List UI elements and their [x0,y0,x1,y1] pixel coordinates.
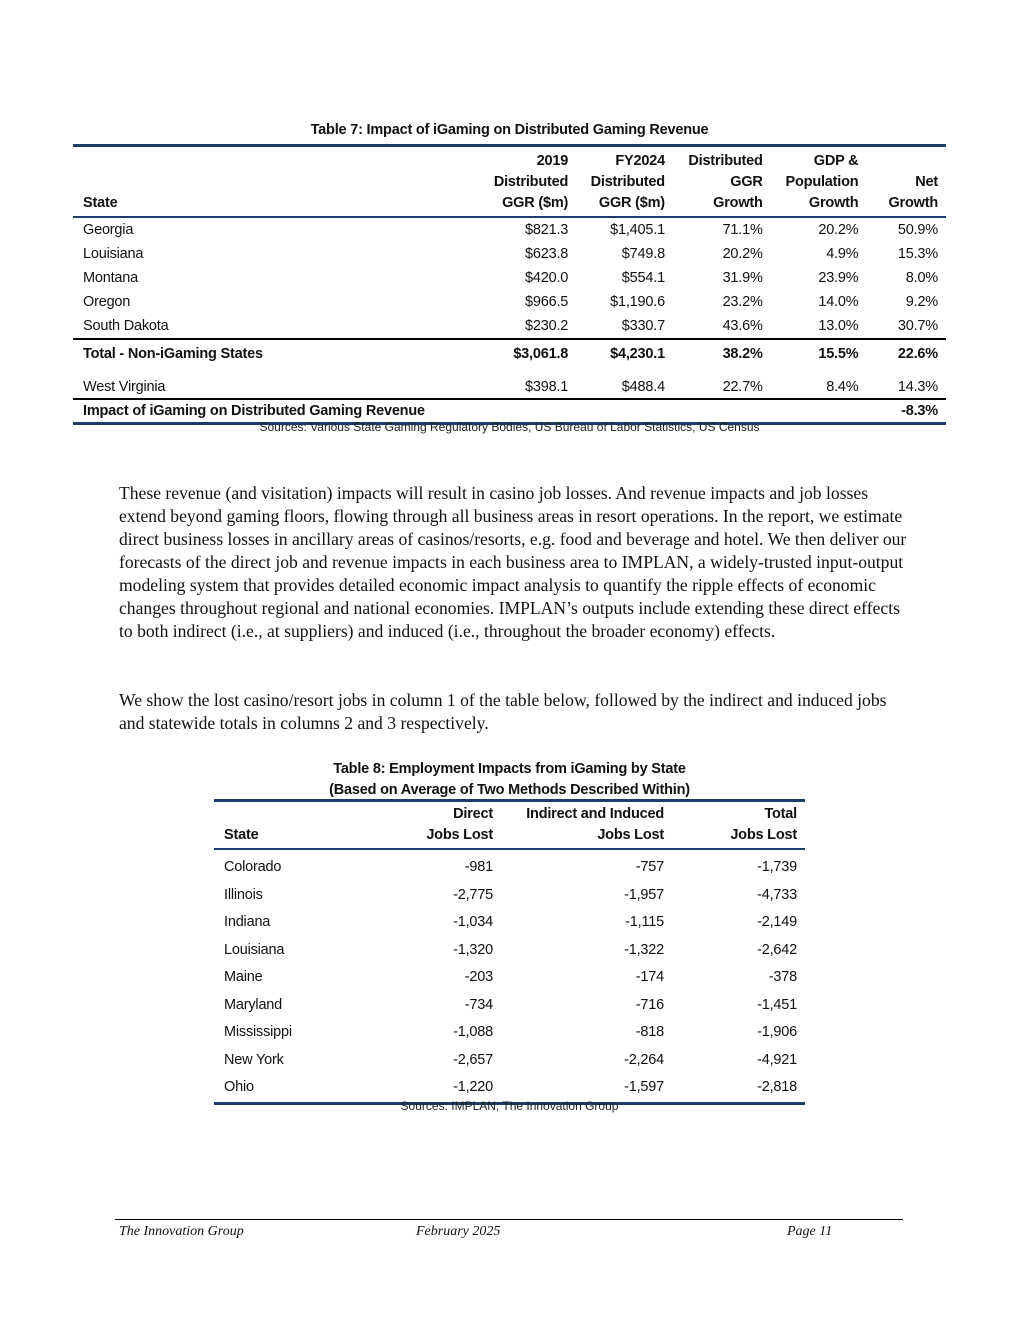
state-cell: Louisiana [224,941,285,958]
footer-organization: The Innovation Group [119,1224,244,1239]
column-header-line: Distributed [688,153,763,169]
column-header-line: Jobs Lost [426,827,493,843]
value-cell: 50.9% [897,222,938,238]
column-header [771,146,867,218]
value-cell: $398.1 [525,379,569,395]
table8-sources: Sources: IMPLAN, The Innovation Group [400,1099,619,1113]
column-header-line: Indirect and Induced [526,806,664,822]
column-header-line: Growth [888,195,938,211]
table-row [73,217,946,242]
value-cell: -1,451 [757,996,797,1013]
value-cell: $1,405.1 [610,222,665,238]
table7-revenue-impact [73,144,946,425]
column-header-line: 2019 [536,153,569,169]
value-cell: 30.7% [897,318,938,334]
value-cell: 15.3% [897,246,938,262]
value-cell: -2,642 [757,941,797,958]
table7-header-row [73,146,946,218]
value-cell: 8.0% [905,270,938,286]
column-header-line: State [224,827,259,843]
table-row [214,937,805,965]
value-cell: 23.2% [722,294,763,310]
column-header [486,146,576,218]
column-header-line [83,172,478,193]
value-cell: 43.6% [722,318,763,334]
state-cell: Colorado [224,859,282,875]
column-header [673,146,771,218]
column-header-line: Distributed [493,174,569,190]
value-cell: -734 [464,996,493,1013]
table-row [214,849,805,882]
value-cell: $623.8 [525,246,569,262]
table-row [73,242,946,266]
value-cell: -2,149 [757,914,797,930]
state-cell: Total - Non-iGaming States [73,339,486,368]
column-header [576,146,673,218]
value-cell: 14.0% [818,294,859,310]
value-cell: 22.6% [866,339,946,368]
value-cell: 71.1% [722,222,763,238]
column-header-line: Direct [453,806,493,822]
column-header-line: Population [785,174,859,190]
value-cell: 20.2% [722,246,763,262]
value-cell: 8.4% [826,379,859,395]
table-row [214,1047,805,1075]
value-cell: $554.1 [621,270,665,286]
state-cell: Maryland [224,996,283,1013]
state-cell: Georgia [83,222,134,238]
value-cell: -1,034 [453,914,493,930]
value-cell: $230.2 [525,318,569,334]
column-header-line: FY2024 [615,153,665,169]
column-header-line: GGR ($m) [502,195,569,211]
table-row [214,909,805,937]
value-cell: $1,190.6 [610,294,665,310]
table-row [214,992,805,1020]
total-row [73,339,946,368]
value-cell: -174 [635,969,664,985]
value-cell: 23.9% [818,270,859,286]
value-cell: 20.2% [818,222,859,238]
state-cell: Maine [224,969,263,985]
value-cell: 31.9% [722,270,763,286]
column-header-line: GDP & [813,153,859,169]
value-cell: -716 [635,996,664,1013]
value-cell: $420.0 [525,270,569,286]
value-cell: -378 [768,969,797,985]
value-cell: -2,775 [453,886,493,903]
value-cell: -4,921 [757,1051,797,1068]
state-cell: New York [224,1051,284,1068]
table-row [73,314,946,339]
state-cell: Ohio [224,1079,254,1095]
state-cell: Montana [83,270,139,286]
value-cell: -2,818 [757,1079,797,1095]
body-paragraph-2: We show the lost casino/resort jobs in column 1 of the table below, followed by the indirect and induced jobs and statewide totals in columns 2 and 3 respectively. [119,690,887,733]
state-cell: Oregon [83,294,131,310]
value-cell: -757 [635,859,664,875]
column-header-line [83,151,478,172]
table-row [73,266,946,290]
body-paragraph-1: These revenue (and visitation) impacts will result in casino job losses. And revenue impacts and job losses extend beyond gaming floors, flowing through all business areas in resort operations. In the report, we estimate direct business losses in ancillary areas of casinos/resorts, e.g. food and beverage and hotel. We then deliver our forecasts of the direct job and revenue impacts in each business area to IMPLAN, a widely-trusted input-output modeling system that provides detailed economic impact analysis to quantify the ripple effects of economic changes throughout regional and national economies. IMPLAN’s outputs include extending these direct effects to both indirect (i.e., at suppliers) and induced (i.e., throughout the broader economy) effects. [119,483,907,641]
value-cell: -1,906 [757,1024,797,1040]
footer-divider [115,1219,903,1220]
value-cell: $4,230.1 [576,339,673,368]
value-cell: 4.9% [826,246,859,262]
value-cell: 9.2% [905,294,938,310]
state-cell: Mississippi [224,1024,292,1040]
state-cell: West Virginia [83,379,166,395]
table7-sources: Sources: Various State Gaming Regulatory Bodies, US Bureau of Labor Statistics, US Census [259,420,760,434]
value-cell: 14.3% [897,379,938,395]
column-header-line: Jobs Lost [730,827,797,843]
value-cell: -1,739 [757,859,797,875]
state-cell: South Dakota [83,318,169,334]
column-header-line: Net [915,174,938,190]
column-header-line: State [83,195,118,211]
value-cell: 13.0% [818,318,859,334]
value-cell: -1,320 [453,941,493,958]
table-row [214,1019,805,1047]
table8-title: Table 8: Employment Impacts from iGaming by State [333,761,686,777]
column-header [501,801,672,850]
value-cell: -2,264 [624,1051,664,1068]
impact-value: -8.3% [866,399,946,424]
value-cell: -203 [464,969,493,985]
value-cell: -4,733 [757,886,797,903]
value-cell: -1,088 [453,1024,493,1040]
column-header [73,146,486,218]
column-header-line: GGR [730,174,763,190]
column-header-line: Total [764,806,797,822]
table-row [214,964,805,992]
value-cell: -981 [464,859,493,875]
column-header-line [224,804,386,825]
value-cell: 22.7% [722,379,763,395]
value-cell: -1,220 [453,1079,493,1095]
state-cell: Louisiana [83,246,144,262]
column-header-line: Distributed [590,174,665,190]
value-cell: -1,597 [624,1079,664,1095]
value-cell: $330.7 [621,318,665,334]
column-header [866,146,946,218]
column-header [394,801,501,850]
value-cell: $3,061.8 [486,339,576,368]
table8-employment-impacts [214,799,805,1105]
value-cell: -2,657 [453,1051,493,1068]
value-cell: $821.3 [525,222,569,238]
table8-header-row [214,801,805,850]
value-cell: -818 [635,1024,664,1040]
value-cell: $749.8 [621,246,665,262]
value-cell: -1,957 [624,886,664,903]
state-cell: Indiana [224,914,271,930]
table8-subtitle: (Based on Average of Two Methods Described Within) [329,782,690,798]
value-cell: -1,322 [624,941,664,958]
value-cell: $966.5 [525,294,569,310]
value-cell: $488.4 [621,379,665,395]
column-header-line [874,151,938,172]
column-header-line: GGR ($m) [598,195,665,211]
impact-label: Impact of iGaming on Distributed Gaming Revenue [73,399,866,424]
column-header [214,801,394,850]
west-virginia-row [73,368,946,399]
footer-date: February 2025 [416,1224,501,1239]
column-header [672,801,805,850]
state-cell: Illinois [224,886,263,903]
value-cell: 38.2% [673,339,771,368]
column-header-line: Growth [713,195,763,211]
column-header-line: Growth [808,195,859,211]
value-cell: 15.5% [771,339,867,368]
column-header-line: Jobs Lost [597,827,664,843]
table-row [214,882,805,910]
value-cell: -1,115 [625,914,664,930]
footer-page-number: Page 11 [787,1224,833,1239]
table-row [73,290,946,314]
table7-title: Table 7: Impact of iGaming on Distributed Gaming Revenue [310,122,709,138]
